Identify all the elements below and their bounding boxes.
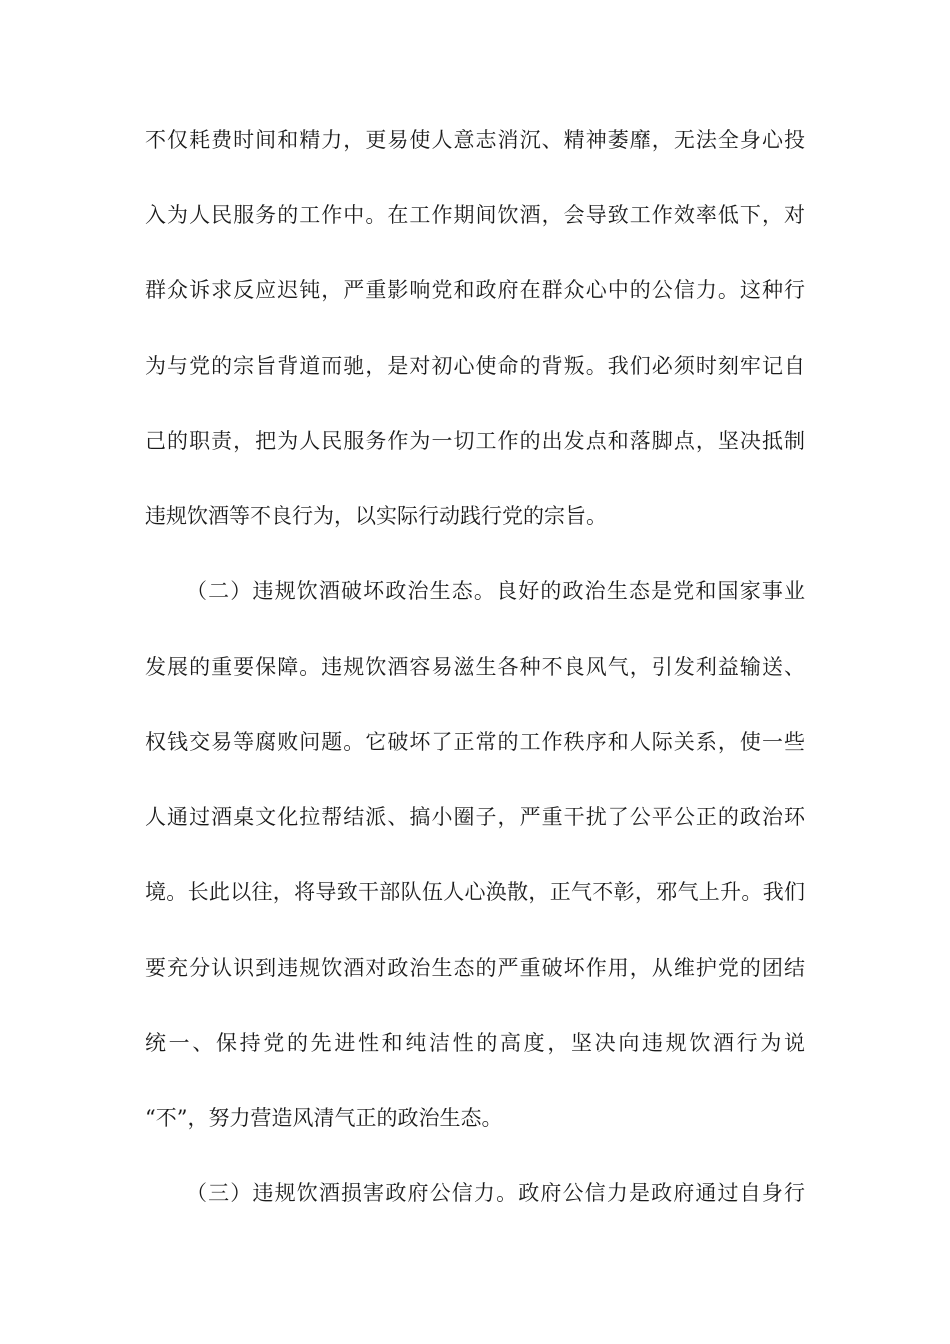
paragraph-line: 统一、保持党的先进性和纯洁性的高度，坚决向违规饮酒行为说 [145,1031,805,1055]
paragraph-line: 人通过酒桌文化拉帮结派、搞小圈子，严重干扰了公平公正的政治环 [145,805,805,829]
paragraph-line: 违规饮酒等不良行为，以实际行动践行党的宗旨。 [145,504,607,528]
paragraph-line: 己的职责，把为人民服务作为一切工作的出发点和落脚点，坚决抵制 [145,429,805,453]
paragraph-line: 为与党的宗旨背道而驰，是对初心使命的背叛。我们必须时刻牢记自 [145,354,805,378]
paragraph-line: 权钱交易等腐败问题。它破坏了正常的工作秩序和人际关系，使一些 [145,730,805,754]
paragraph-line: 入为人民服务的工作中。在工作期间饮酒，会导致工作效率低下，对 [145,203,805,227]
paragraph-line: 群众诉求反应迟钝，严重影响党和政府在群众心中的公信力。这种行 [145,278,805,302]
section-heading-line: （二）违规饮酒破坏政治生态。良好的政治生态是党和国家事业 [186,579,805,603]
section-heading-line: （三）违规饮酒损害政府公信力。政府公信力是政府通过自身行 [186,1181,805,1205]
paragraph-line: 发展的重要保障。违规饮酒容易滋生各种不良风气，引发利益输送、 [145,655,805,679]
paragraph-line: 不仅耗费时间和精力，更易使人意志消沉、精神萎靡，无法全身心投 [145,128,805,152]
paragraph-line: “不”，努力营造风清气正的政治生态。 [145,1106,503,1130]
paragraph-line: 境。长此以往，将导致干部队伍人心涣散，正气不彰，邪气上升。我们 [145,880,805,904]
paragraph-line: 要充分认识到违规饮酒对政治生态的严重破坏作用，从维护党的团结 [145,956,805,980]
